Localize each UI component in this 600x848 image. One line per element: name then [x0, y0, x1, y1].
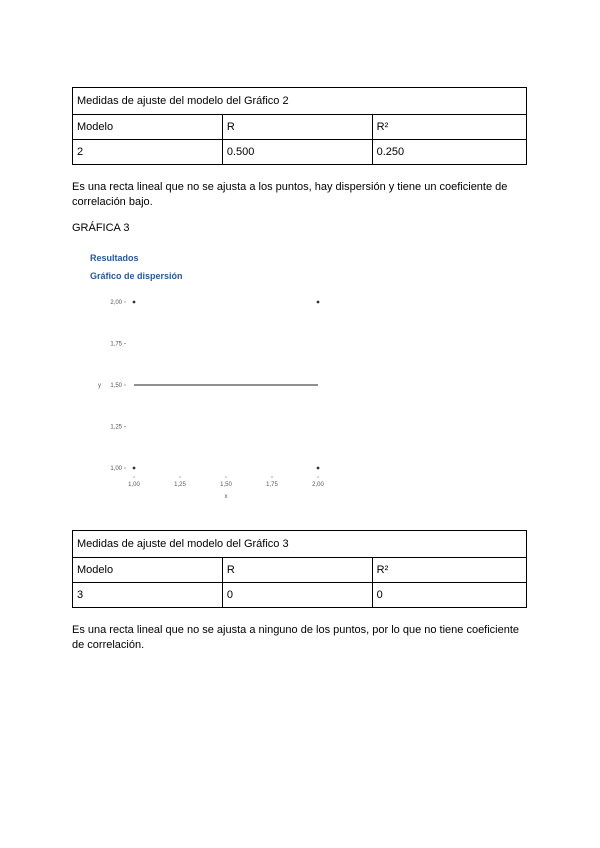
heading-grafica-3: GRÁFICA 3 — [72, 222, 130, 234]
header-modelo: Modelo — [73, 115, 223, 140]
x-tick-label: 1,50 — [220, 482, 232, 488]
scatter-point — [133, 467, 136, 470]
x-tick-label: 1,75 — [266, 482, 278, 488]
cell-r: 0 — [222, 583, 372, 608]
scatter-point — [317, 301, 320, 304]
table-title: Medidas de ajuste del modelo del Gráfico 3 — [73, 531, 527, 558]
table-header-row — [73, 115, 527, 140]
header-r2: R² — [372, 558, 526, 583]
cell-r2: 0 — [372, 583, 526, 608]
table-header-row — [73, 558, 527, 583]
header-r: R — [222, 115, 372, 140]
paragraph-grafico-2: Es una recta lineal que no se ajusta a los puntos, hay dispersión y tiene un coeficiente de correlación bajo. — [72, 181, 508, 208]
y-tick-label: 2,00 — [110, 300, 122, 306]
scatter-chart — [80, 290, 340, 505]
table-row — [73, 140, 527, 165]
table-row — [73, 583, 527, 608]
x-tick-label: 1,00 — [128, 482, 140, 488]
table-title: Medidas de ajuste del modelo del Gráfico 2 — [73, 88, 527, 115]
x-tick-label: 1,25 — [174, 482, 186, 488]
cell-modelo: 3 — [73, 583, 223, 608]
y-tick-label: 1,25 — [110, 424, 122, 431]
y-axis-label: y — [98, 383, 101, 389]
y-tick-label: 1,50 — [110, 383, 122, 389]
scatter-point — [317, 467, 320, 470]
x-axis-label: x — [224, 494, 228, 500]
header-r: R — [222, 558, 372, 583]
y-tick-label: 1,00 — [110, 466, 122, 472]
cell-modelo: 2 — [73, 140, 223, 165]
cell-r: 0.500 — [222, 140, 372, 165]
header-r2: R² — [372, 115, 526, 140]
scatter-title: Gráfico de dispersión — [90, 271, 183, 281]
header-modelo: Modelo — [73, 558, 223, 583]
paragraph-grafico-3: Es una recta lineal que no se ajusta a ninguno de los puntos, por lo que no tiene coeficiente de correlación. — [72, 624, 520, 651]
cell-r2: 0.250 — [372, 140, 526, 165]
scatter-point — [133, 301, 136, 304]
fit-table-grafico-2 — [72, 87, 527, 165]
x-tick-label: 2,00 — [312, 482, 324, 488]
y-tick-label: 1,75 — [110, 341, 122, 348]
fit-table-grafico-3 — [72, 530, 527, 608]
results-title: Resultados — [90, 253, 139, 263]
